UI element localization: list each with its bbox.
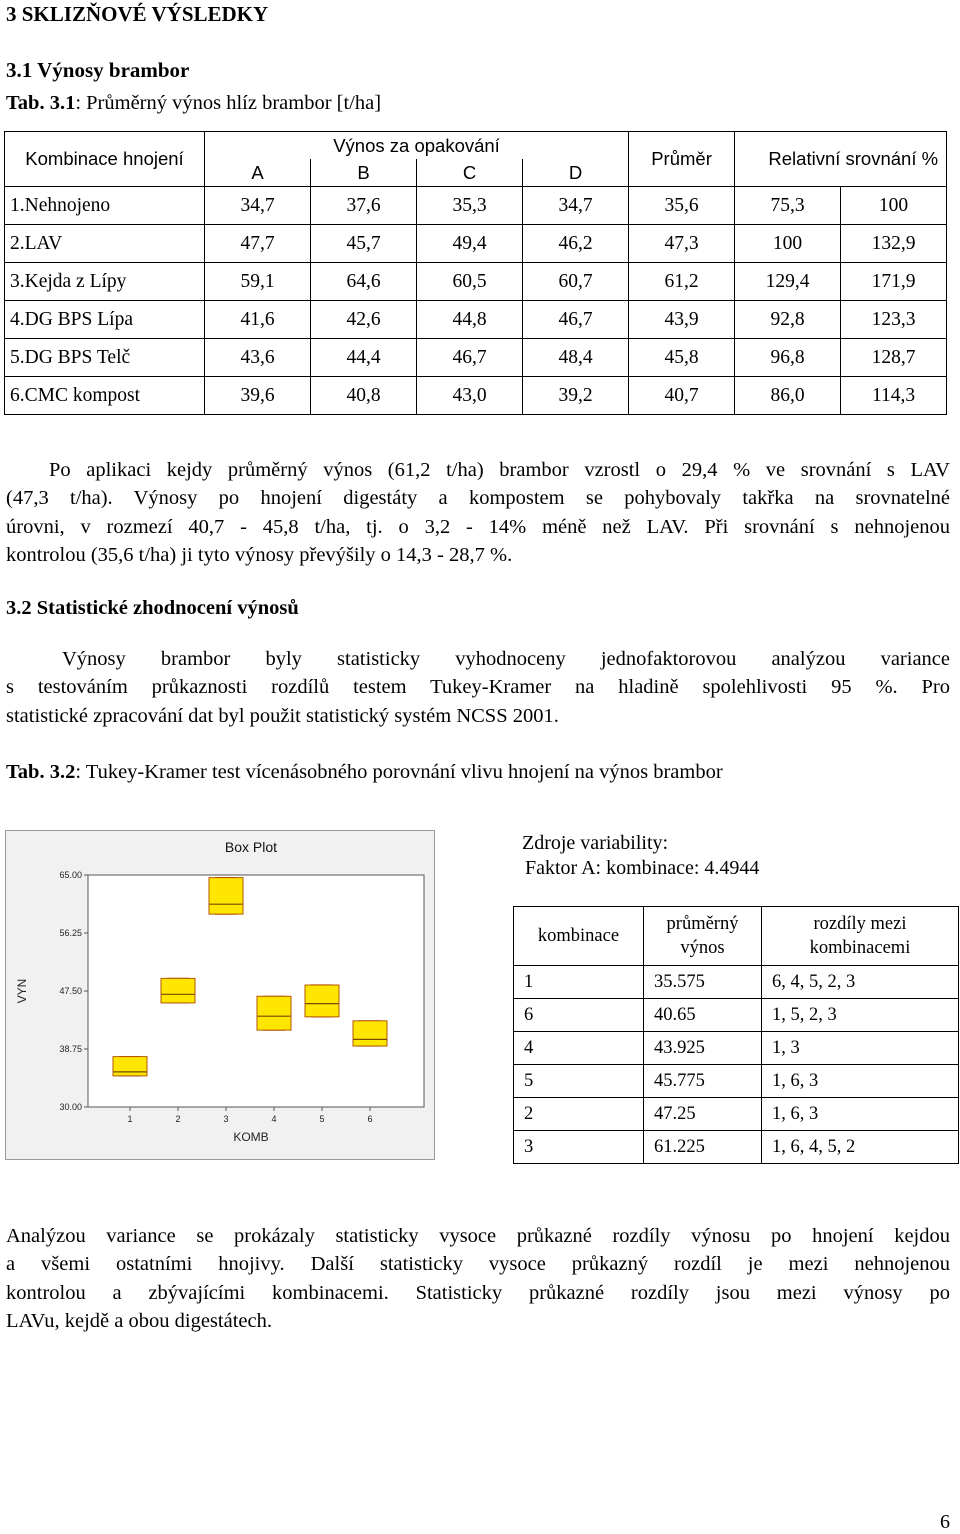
box-plot-svg bbox=[6, 831, 436, 1161]
text-line: Výnosy brambor byly statisticky vyhodnoceny jednofaktorovou analýzou variance bbox=[62, 648, 950, 670]
table-cell: 123,3 bbox=[841, 301, 947, 339]
mean-cell: 45.775 bbox=[644, 1065, 762, 1098]
table1-caption-label: Tab. 3.1 bbox=[6, 92, 76, 114]
table-cell: 100 bbox=[841, 187, 947, 225]
table-cell: 46,7 bbox=[417, 339, 523, 377]
text-line: kontrolou a zbývajícími kombinacemi. Statisticky průkazné rozdíly jsou mezi výnosy po bbox=[6, 1281, 950, 1304]
combination-cell: 6 bbox=[514, 999, 644, 1032]
table-cell: 49,4 bbox=[417, 225, 523, 263]
variability-sources-label: Zdroje variability: bbox=[522, 832, 669, 854]
box-4 bbox=[257, 996, 291, 1030]
table-cell: 41,6 bbox=[205, 301, 311, 339]
header-yield-group: Výnos za opakování bbox=[205, 132, 629, 160]
combination-cell: 1 bbox=[514, 966, 644, 999]
mean-cell: 61.225 bbox=[644, 1131, 762, 1164]
differences-cell: 1, 6, 3 bbox=[762, 1098, 959, 1131]
table-cell: 96,8 bbox=[735, 339, 841, 377]
text-line: s testováním průkaznosti rozdílů testem Tukey-Kramer na hladině spolehlivosti 95 %. Pro bbox=[6, 676, 950, 699]
box-6 bbox=[353, 1021, 387, 1046]
row-label: 3.Kejda z Lípy bbox=[5, 263, 205, 301]
table-row bbox=[5, 225, 947, 263]
section-title-stats: 3.2 Statistické zhodnocení výnosů bbox=[6, 597, 299, 619]
table-cell: 37,6 bbox=[311, 187, 417, 225]
x-tick-label: 1 bbox=[127, 1114, 133, 1124]
text-line: Po aplikaci kejdy průměrný výnos (61,2 t/ha) brambor vzrostl o 29,4 % ve srovnání s LAV bbox=[49, 459, 950, 481]
x-tick-label: 5 bbox=[319, 1114, 325, 1124]
yield-table bbox=[4, 131, 947, 415]
header-rep-b: B bbox=[311, 159, 417, 187]
table-cell: 34,7 bbox=[523, 187, 629, 225]
text-line: kontrolou (35,6 t/ha) ji tyto výnosy převýšily o 14,3 - 28,7 %. bbox=[6, 543, 513, 566]
section-title-yields: 3.1 Výnosy brambor bbox=[6, 58, 190, 82]
header-combination: kombinace bbox=[514, 907, 644, 966]
text-line: statistické zpracování dat byl použit statistický systém NCSS 2001. bbox=[6, 704, 559, 727]
combination-cell: 2 bbox=[514, 1098, 644, 1131]
header-rep-d: D bbox=[523, 159, 629, 187]
text-line: úrovni, v rozmezí 40,7 - 45,8 t/ha, tj. o 3,2 - 14% méně než LAV. Při srovnání s nehnojenou bbox=[6, 515, 950, 538]
differences-cell: 1, 6, 3 bbox=[762, 1065, 959, 1098]
table-cell: 46,2 bbox=[523, 225, 629, 263]
box-5 bbox=[305, 985, 339, 1017]
text-line: a všemi ostatními hnojivy. Další statisticky vysoce průkazný rozdíl je mezi nehnojenou bbox=[6, 1253, 950, 1276]
table-cell: 171,9 bbox=[841, 263, 947, 301]
tukey-table bbox=[513, 906, 959, 1164]
table-cell: 42,6 bbox=[311, 301, 417, 339]
table-cell: 59,1 bbox=[205, 263, 311, 301]
table-cell: 43,0 bbox=[417, 377, 523, 415]
box-1 bbox=[113, 1057, 147, 1076]
combination-cell: 5 bbox=[514, 1065, 644, 1098]
table-cell: 40,8 bbox=[311, 377, 417, 415]
table-cell: 60,5 bbox=[417, 263, 523, 301]
table-row bbox=[514, 1131, 959, 1164]
header-mean-yield: průměrný výnos bbox=[644, 907, 762, 966]
table-row bbox=[514, 1065, 959, 1098]
mean-cell: 35.575 bbox=[644, 966, 762, 999]
table-row bbox=[514, 999, 959, 1032]
x-tick-label: 4 bbox=[271, 1114, 277, 1124]
table-cell: 43,9 bbox=[629, 301, 735, 339]
mean-cell: 40.65 bbox=[644, 999, 762, 1032]
table1-caption bbox=[6, 92, 381, 115]
table-cell: 86,0 bbox=[735, 377, 841, 415]
y-tick-label: 38.75 bbox=[59, 1044, 82, 1054]
mean-cell: 47.25 bbox=[644, 1098, 762, 1131]
row-label: 6.CMC kompost bbox=[5, 377, 205, 415]
row-label: 2.LAV bbox=[5, 225, 205, 263]
table-cell: 92,8 bbox=[735, 301, 841, 339]
stats-paragraph bbox=[6, 645, 950, 730]
table-cell: 43,6 bbox=[205, 339, 311, 377]
differences-cell: 1, 5, 2, 3 bbox=[762, 999, 959, 1032]
chart-title: Box Plot bbox=[224, 839, 278, 855]
table-cell: 44,4 bbox=[311, 339, 417, 377]
table-cell: 34,7 bbox=[205, 187, 311, 225]
x-tick-label: 6 bbox=[367, 1114, 373, 1124]
table-cell: 35,6 bbox=[629, 187, 735, 225]
yield-table-body bbox=[5, 187, 947, 415]
table-cell: 44,8 bbox=[417, 301, 523, 339]
table-cell: 47,3 bbox=[629, 225, 735, 263]
table-cell: 64,6 bbox=[311, 263, 417, 301]
chapter-heading: 3 SKLIZŇOVÉ VÝSLEDKY bbox=[6, 2, 269, 26]
table-cell: 39,6 bbox=[205, 377, 311, 415]
row-label: 4.DG BPS Lípa bbox=[5, 301, 205, 339]
combination-cell: 4 bbox=[514, 1032, 644, 1065]
table-row bbox=[514, 1098, 959, 1131]
y-tick-label: 30.00 bbox=[59, 1102, 82, 1112]
table-cell: 45,7 bbox=[311, 225, 417, 263]
yield-commentary bbox=[6, 456, 950, 569]
box-2 bbox=[161, 978, 195, 1003]
x-axis-label: KOMB bbox=[233, 1130, 269, 1144]
table-cell: 39,2 bbox=[523, 377, 629, 415]
table-row bbox=[5, 339, 947, 377]
header-rep-a: A bbox=[205, 159, 311, 187]
combination-cell: 3 bbox=[514, 1131, 644, 1164]
table-cell: 35,3 bbox=[417, 187, 523, 225]
table-row bbox=[514, 966, 959, 999]
header-rep-c: C bbox=[417, 159, 523, 187]
y-axis-label: VYN bbox=[15, 978, 29, 1004]
header-average: Průměr bbox=[629, 132, 735, 187]
row-label: 5.DG BPS Telč bbox=[5, 339, 205, 377]
x-tick-label: 2 bbox=[175, 1114, 181, 1124]
factor-a-line: Faktor A: kombinace: 4.4944 bbox=[525, 857, 760, 879]
anova-conclusion bbox=[6, 1222, 950, 1335]
row-label: 1.Nehnojeno bbox=[5, 187, 205, 225]
box-plot-chart bbox=[5, 830, 435, 1160]
table-cell: 128,7 bbox=[841, 339, 947, 377]
differences-cell: 6, 4, 5, 2, 3 bbox=[762, 966, 959, 999]
table-row bbox=[5, 263, 947, 301]
text-line: LAVu, kejdě a obou digestátech. bbox=[6, 1309, 272, 1332]
text-line: (47,3 t/ha). Výnosy po hnojení digestáty a kompostem se pohybovaly takřka na srovnatelné bbox=[6, 487, 950, 510]
table-cell: 75,3 bbox=[735, 187, 841, 225]
table-cell: 46,7 bbox=[523, 301, 629, 339]
page-number: 6 bbox=[940, 1511, 950, 1533]
differences-cell: 1, 3 bbox=[762, 1032, 959, 1065]
table-cell: 114,3 bbox=[841, 377, 947, 415]
table-cell: 132,9 bbox=[841, 225, 947, 263]
table2-caption-label: Tab. 3.2 bbox=[6, 761, 76, 783]
table-row bbox=[514, 1032, 959, 1065]
box-3 bbox=[209, 878, 243, 914]
y-tick-label: 65.00 bbox=[59, 870, 82, 880]
x-tick-label: 3 bbox=[223, 1114, 229, 1124]
header-combination: Kombinace hnojení bbox=[5, 132, 205, 187]
table2-caption bbox=[6, 761, 723, 784]
header-differences: rozdíly mezi kombinacemi bbox=[762, 907, 959, 966]
table-cell: 47,7 bbox=[205, 225, 311, 263]
table-cell: 45,8 bbox=[629, 339, 735, 377]
table2-caption-text: : Tukey-Kramer test vícenásobného porovnání vlivu hnojení na výnos brambor bbox=[75, 761, 723, 783]
table-row bbox=[5, 301, 947, 339]
table-cell: 61,2 bbox=[629, 263, 735, 301]
y-tick-label: 47.50 bbox=[59, 986, 82, 996]
table-cell: 100 bbox=[735, 225, 841, 263]
differences-cell: 1, 6, 4, 5, 2 bbox=[762, 1131, 959, 1164]
table-row bbox=[5, 187, 947, 225]
tukey-table-body bbox=[514, 966, 959, 1164]
text-line: Analýzou variance se prokázaly statisticky vysoce průkazné rozdíly výnosu po hnojení kejdou bbox=[6, 1225, 950, 1247]
y-tick-label: 56.25 bbox=[59, 928, 82, 938]
mean-cell: 43.925 bbox=[644, 1032, 762, 1065]
table-row bbox=[5, 377, 947, 415]
table-cell: 40,7 bbox=[629, 377, 735, 415]
table-cell: 129,4 bbox=[735, 263, 841, 301]
table1-caption-text: : Průměrný výnos hlíz brambor [t/ha] bbox=[75, 92, 382, 114]
header-relative: Relativní srovnání % bbox=[735, 132, 947, 187]
table-cell: 60,7 bbox=[523, 263, 629, 301]
table-cell: 48,4 bbox=[523, 339, 629, 377]
